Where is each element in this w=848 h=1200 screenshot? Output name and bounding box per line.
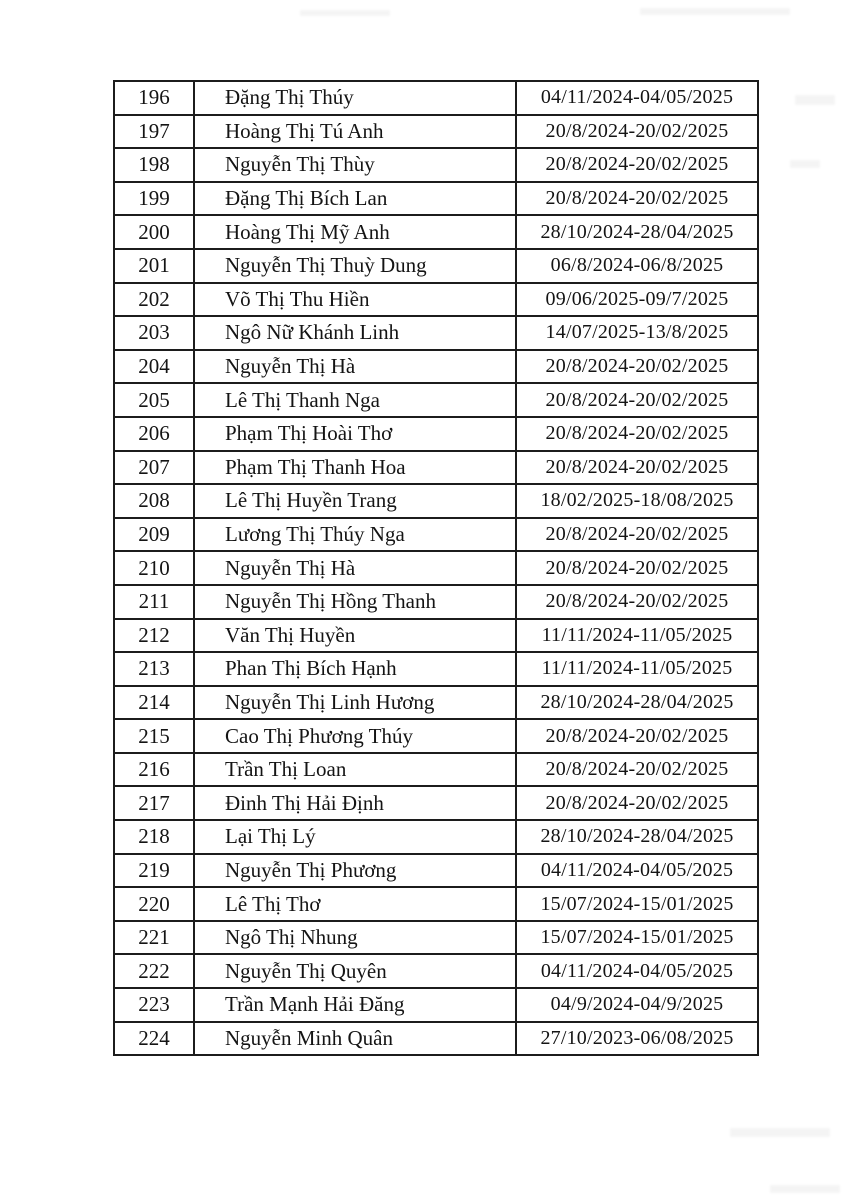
scan-artifact (640, 8, 790, 15)
period-cell: 09/06/2025-09/7/2025 (516, 283, 758, 317)
name-cell: Hoàng Thị Mỹ Anh (194, 215, 516, 249)
name-cell: Phạm Thị Thanh Hoa (194, 451, 516, 485)
table-row (114, 988, 758, 1022)
row-number-cell: 203 (114, 316, 194, 350)
name-cell: Trần Mạnh Hải Đăng (194, 988, 516, 1022)
row-number-cell: 202 (114, 283, 194, 317)
row-number-cell: 196 (114, 81, 194, 115)
row-number-cell: 201 (114, 249, 194, 283)
name-cell: Nguyễn Thị Phương (194, 854, 516, 888)
period-cell: 20/8/2024-20/02/2025 (516, 753, 758, 787)
period-cell: 28/10/2024-28/04/2025 (516, 820, 758, 854)
name-cell: Lê Thị Thanh Nga (194, 383, 516, 417)
table-row (114, 350, 758, 384)
period-cell: 20/8/2024-20/02/2025 (516, 417, 758, 451)
period-cell: 06/8/2024-06/8/2025 (516, 249, 758, 283)
table-row (114, 283, 758, 317)
name-cell: Cao Thị Phương Thúy (194, 719, 516, 753)
table-row (114, 484, 758, 518)
period-cell: 18/02/2025-18/08/2025 (516, 484, 758, 518)
name-cell: Đặng Thị Bích Lan (194, 182, 516, 216)
table-row (114, 854, 758, 888)
row-number-cell: 208 (114, 484, 194, 518)
name-cell: Văn Thị Huyền (194, 619, 516, 653)
table-row (114, 753, 758, 787)
row-number-cell: 213 (114, 652, 194, 686)
table-row (114, 451, 758, 485)
name-cell: Võ Thị Thu Hiền (194, 283, 516, 317)
table-row (114, 215, 758, 249)
scan-artifact (790, 160, 820, 168)
row-number-cell: 221 (114, 921, 194, 955)
name-cell: Lê Thị Huyền Trang (194, 484, 516, 518)
table-row (114, 417, 758, 451)
table-row (114, 921, 758, 955)
name-cell: Lương Thị Thúy Nga (194, 518, 516, 552)
table-row (114, 316, 758, 350)
name-cell: Nguyễn Thị Hồng Thanh (194, 585, 516, 619)
table-row (114, 585, 758, 619)
table-row (114, 786, 758, 820)
table-row (114, 1022, 758, 1056)
period-cell: 28/10/2024-28/04/2025 (516, 215, 758, 249)
row-number-cell: 220 (114, 887, 194, 921)
table-row (114, 81, 758, 115)
period-cell: 20/8/2024-20/02/2025 (516, 518, 758, 552)
scan-artifact (795, 95, 835, 105)
name-cell: Lại Thị Lý (194, 820, 516, 854)
row-number-cell: 206 (114, 417, 194, 451)
name-cell: Nguyễn Thị Thuỳ Dung (194, 249, 516, 283)
name-cell: Ngô Nữ Khánh Linh (194, 316, 516, 350)
period-cell: 20/8/2024-20/02/2025 (516, 115, 758, 149)
period-cell: 27/10/2023-06/08/2025 (516, 1022, 758, 1056)
row-number-cell: 211 (114, 585, 194, 619)
row-number-cell: 215 (114, 719, 194, 753)
period-cell: 20/8/2024-20/02/2025 (516, 719, 758, 753)
period-cell: 14/07/2025-13/8/2025 (516, 316, 758, 350)
period-cell: 20/8/2024-20/02/2025 (516, 786, 758, 820)
roster-table-body (114, 81, 758, 1055)
period-cell: 11/11/2024-11/05/2025 (516, 652, 758, 686)
period-cell: 04/11/2024-04/05/2025 (516, 81, 758, 115)
name-cell: Phạm Thị Hoài Thơ (194, 417, 516, 451)
row-number-cell: 222 (114, 954, 194, 988)
row-number-cell: 216 (114, 753, 194, 787)
period-cell: 20/8/2024-20/02/2025 (516, 451, 758, 485)
period-cell: 15/07/2024-15/01/2025 (516, 921, 758, 955)
name-cell: Đinh Thị Hải Định (194, 786, 516, 820)
period-cell: 20/8/2024-20/02/2025 (516, 551, 758, 585)
name-cell: Nguyễn Thị Quyên (194, 954, 516, 988)
row-number-cell: 210 (114, 551, 194, 585)
row-number-cell: 197 (114, 115, 194, 149)
period-cell: 20/8/2024-20/02/2025 (516, 585, 758, 619)
table-row (114, 518, 758, 552)
row-number-cell: 207 (114, 451, 194, 485)
name-cell: Trần Thị Loan (194, 753, 516, 787)
table-row (114, 887, 758, 921)
period-cell: 20/8/2024-20/02/2025 (516, 182, 758, 216)
name-cell: Phan Thị Bích Hạnh (194, 652, 516, 686)
table-row (114, 652, 758, 686)
period-cell: 20/8/2024-20/02/2025 (516, 350, 758, 384)
period-cell: 04/11/2024-04/05/2025 (516, 954, 758, 988)
table-row (114, 954, 758, 988)
table-row (114, 148, 758, 182)
period-cell: 28/10/2024-28/04/2025 (516, 686, 758, 720)
table-row (114, 383, 758, 417)
period-cell: 04/9/2024-04/9/2025 (516, 988, 758, 1022)
period-cell: 04/11/2024-04/05/2025 (516, 854, 758, 888)
row-number-cell: 209 (114, 518, 194, 552)
table-row (114, 719, 758, 753)
row-number-cell: 218 (114, 820, 194, 854)
period-cell: 15/07/2024-15/01/2025 (516, 887, 758, 921)
table-row (114, 249, 758, 283)
table-row (114, 182, 758, 216)
table-row (114, 686, 758, 720)
table-row (114, 115, 758, 149)
name-cell: Nguyễn Thị Hà (194, 551, 516, 585)
row-number-cell: 204 (114, 350, 194, 384)
row-number-cell: 219 (114, 854, 194, 888)
row-number-cell: 212 (114, 619, 194, 653)
row-number-cell: 198 (114, 148, 194, 182)
name-cell: Nguyễn Thị Linh Hương (194, 686, 516, 720)
name-cell: Nguyễn Thị Thùy (194, 148, 516, 182)
period-cell: 11/11/2024-11/05/2025 (516, 619, 758, 653)
scan-artifact (770, 1185, 840, 1193)
row-number-cell: 199 (114, 182, 194, 216)
name-cell: Hoàng Thị Tú Anh (194, 115, 516, 149)
name-cell: Lê Thị Thơ (194, 887, 516, 921)
row-number-cell: 200 (114, 215, 194, 249)
period-cell: 20/8/2024-20/02/2025 (516, 383, 758, 417)
name-cell: Đặng Thị Thúy (194, 81, 516, 115)
row-number-cell: 224 (114, 1022, 194, 1056)
name-cell: Nguyễn Thị Hà (194, 350, 516, 384)
table-row (114, 551, 758, 585)
name-cell: Nguyễn Minh Quân (194, 1022, 516, 1056)
table-row (114, 820, 758, 854)
row-number-cell: 217 (114, 786, 194, 820)
row-number-cell: 214 (114, 686, 194, 720)
period-cell: 20/8/2024-20/02/2025 (516, 148, 758, 182)
row-number-cell: 223 (114, 988, 194, 1022)
scan-artifact (730, 1128, 830, 1137)
table-row (114, 619, 758, 653)
roster-table (113, 80, 759, 1056)
name-cell: Ngô Thị Nhung (194, 921, 516, 955)
row-number-cell: 205 (114, 383, 194, 417)
scan-artifact (300, 10, 390, 16)
